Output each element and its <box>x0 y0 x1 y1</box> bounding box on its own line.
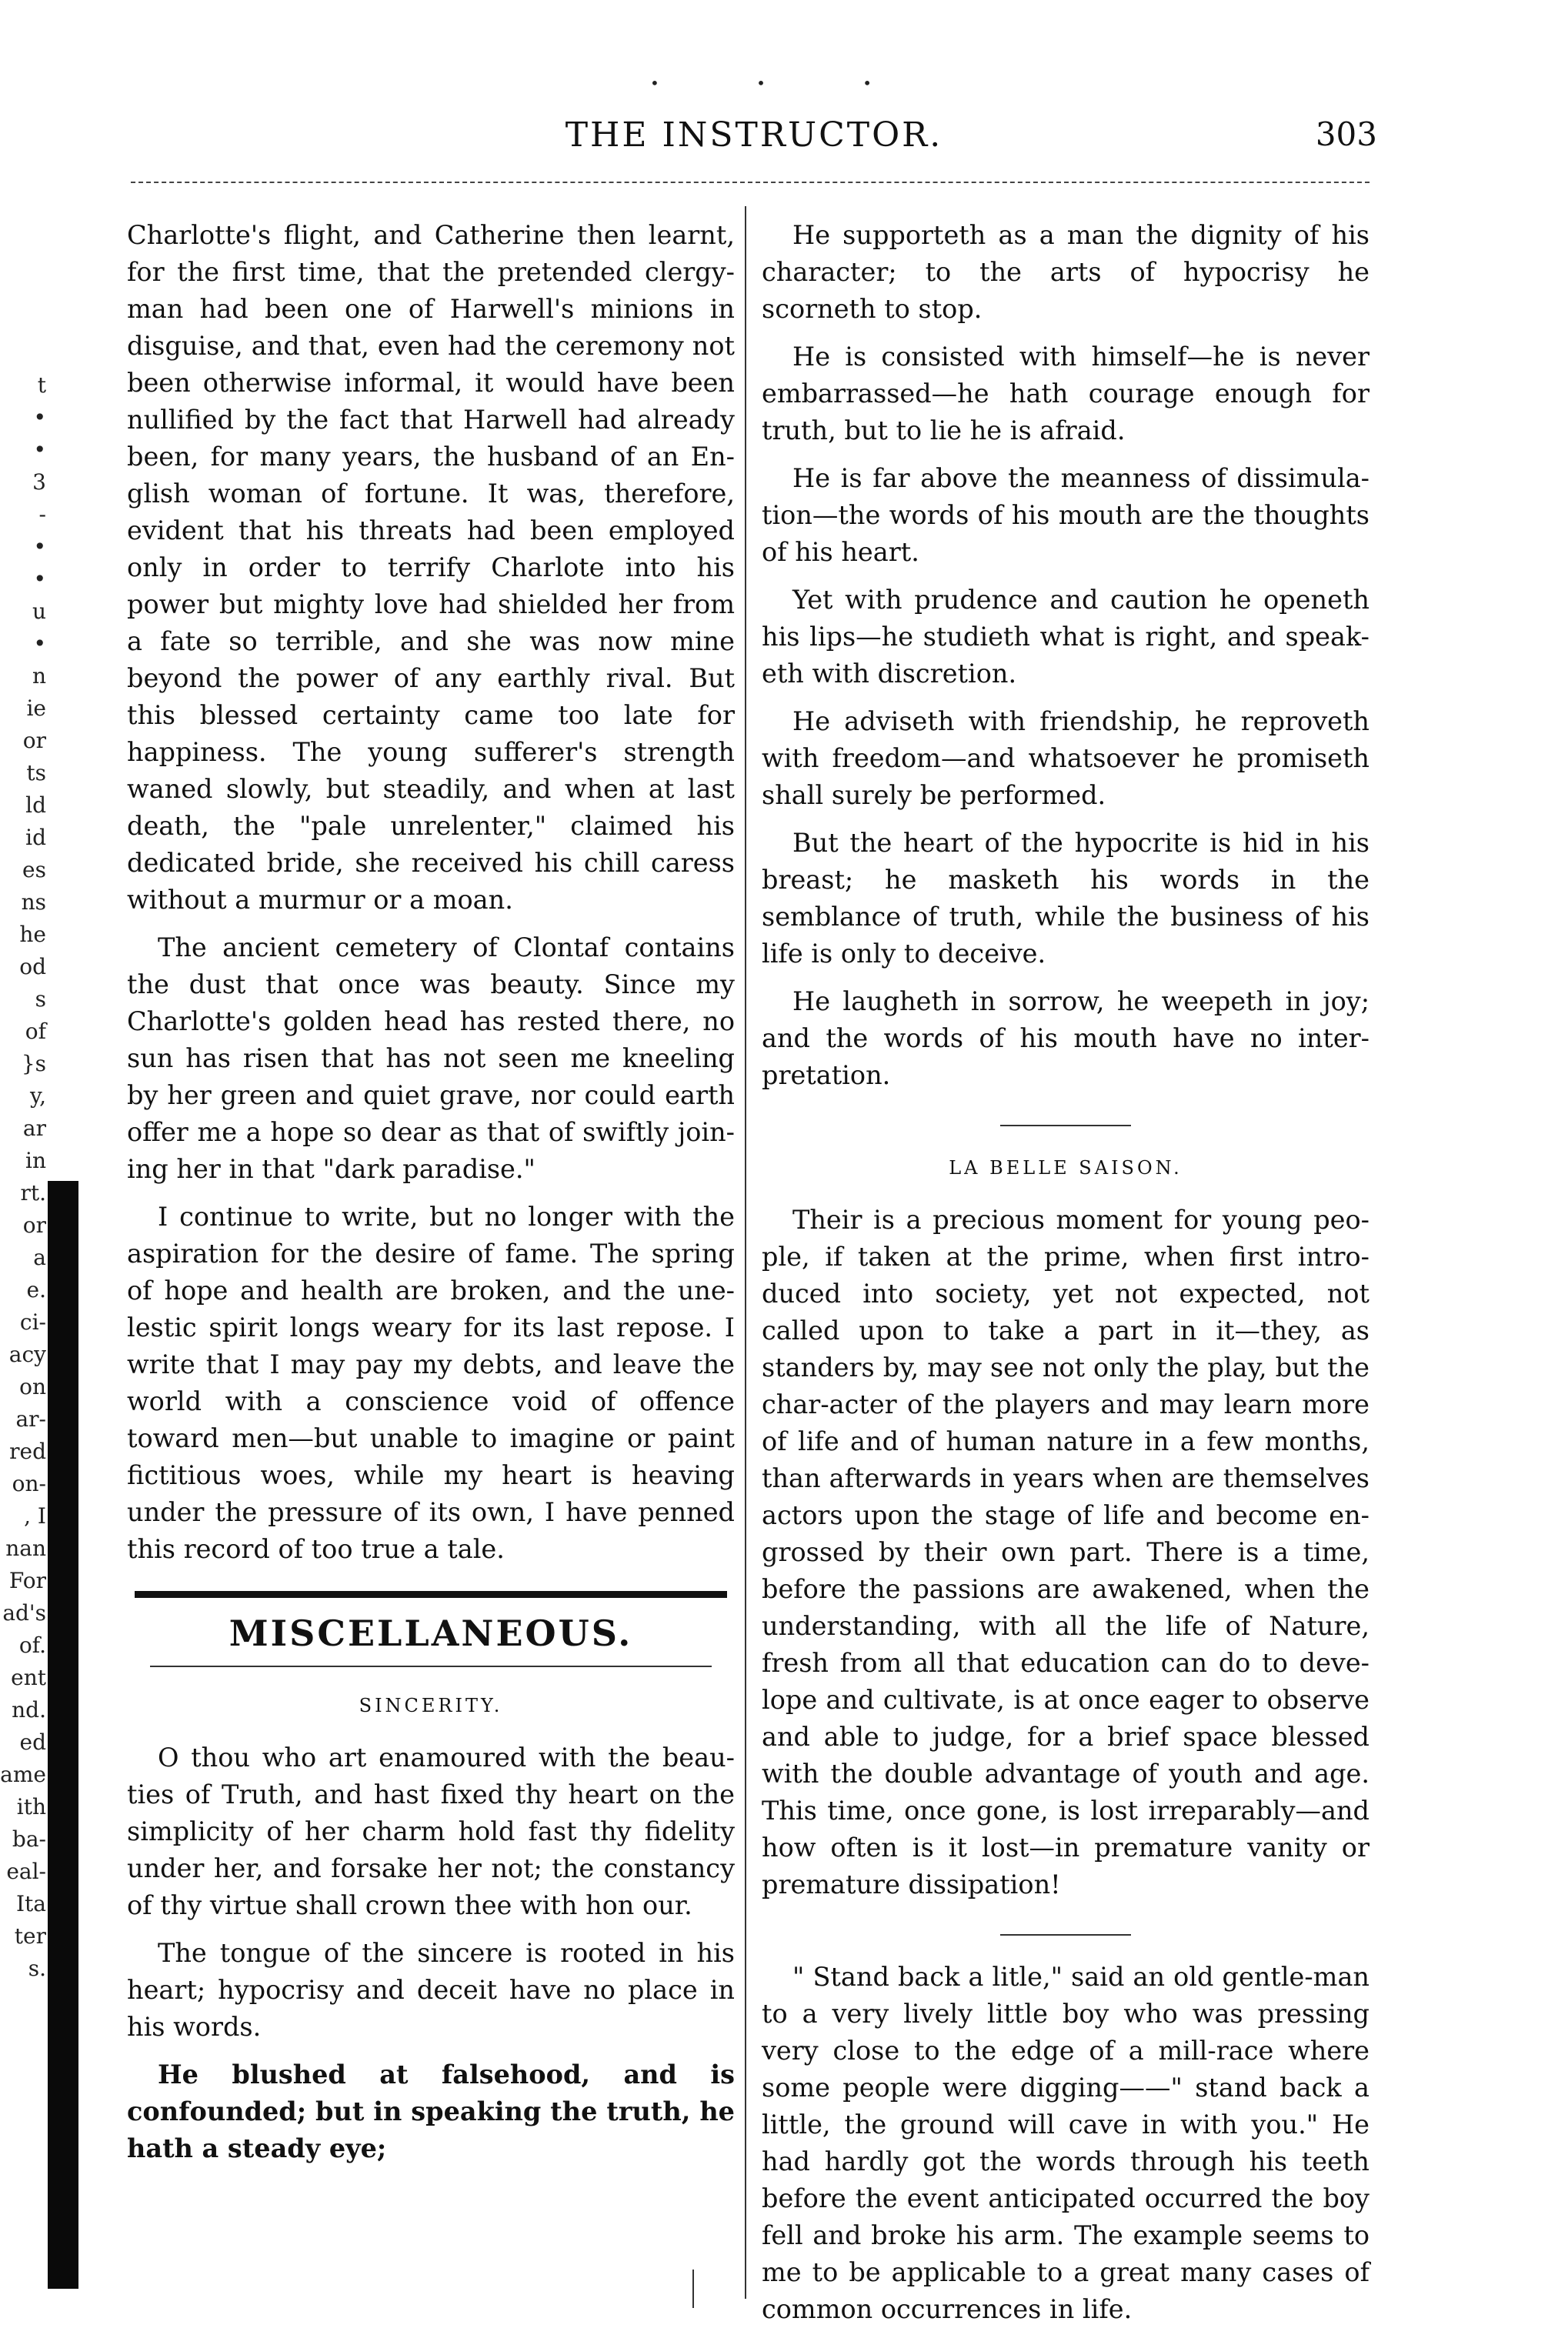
running-head <box>131 115 1377 162</box>
article-title-belle-saison: LA BELLE SAISON. <box>949 1157 1183 1179</box>
margin-fragment: id <box>25 825 46 850</box>
margin-fragment: of <box>25 1019 46 1044</box>
margin-fragment: ci- <box>19 1309 46 1335</box>
margin-fragment: od <box>19 954 46 979</box>
margin-fragment: s <box>35 986 46 1012</box>
margin-fragment: acy <box>8 1342 46 1367</box>
story-paragraph: The ancient cemetery of Clontaf contains the dust that once was beauty. Since my Charlotte's golden head has rested there, no sun has risen that has not seen me kneeling by her green and quiet grave, nor could earth offer me a hope so dear as that of swiftly join-ing her in that "dark paradise." <box>127 932 735 1184</box>
margin-fragment: • <box>33 566 46 592</box>
story-paragraph: Charlotte's flight, and Catherine then learnt, for the first time, that the pretended clergy-man had been one of Harwell's minions in disguise, and that, even had the ceremony not been otherwise informal, it would have been nullified by the fact that Harwell had already been, for many years, the husband of an En-glish woman of fortune. It was, therefore, evident that his threats had been employed only in order to terrify Charlote into his power but mighty love had shielded her from a fate so terrible, and she was now mine beyond the power of any earthly rival. But this blessed certainty came too late for happiness. The young sufferer's strength waned slowly, but steadily, and when at last death, the "pale unrelenter," claimed his dedicated bride, she received his chill caress without a murmur or a moan. <box>127 220 735 915</box>
section-heading-underline <box>150 1666 712 1667</box>
margin-fragment: ts <box>26 760 46 785</box>
left-column <box>127 217 735 2167</box>
margin-fragment: nan <box>5 1536 46 1561</box>
margin-fragment: eal- <box>6 1859 46 1884</box>
margin-fragment: ith <box>16 1794 46 1819</box>
margin-fragment: ar- <box>15 1406 46 1432</box>
right-column <box>762 217 1369 2328</box>
margin-fragment: ter <box>14 1923 46 1949</box>
story-paragraph: I continue to write, but no longer with the aspiration for the desire of fame. The spring of hope and health are broken, and the une-lestic spirit longs weary for its last repose. I write that I may pay my debts, and leave the world with a conscience void of offence toward men—but unable to imagine or paint fictitious woes, while my heart is heaving under the pressure of its own, I have penned this record of too true a tale. <box>127 1202 735 1564</box>
margin-fragment: t <box>37 372 46 398</box>
margin-fragment: he <box>19 922 46 947</box>
top-marks: • • • <box>649 74 919 92</box>
sincerity-paragraph: O thou who art enamoured with the beau-ties of Truth, and hast fixed thy heart on the simplicity of her charm hold fast thy fidelity under her, and forsake her not; the constancy of thy virtue shall crown thee with hon our. <box>127 1743 735 1920</box>
margin-fragment: • <box>33 534 46 559</box>
margin-fragment: ed <box>19 1729 46 1755</box>
margin-fragment: 3 <box>32 469 46 495</box>
column-gutter-rule <box>745 206 746 2299</box>
article-separator <box>1000 1934 1131 1936</box>
sincerity-continued-paragraph: He adviseth with friendship, he reproveth with freedom—and whatsoever he promiseth shall surely be performed. <box>762 706 1369 810</box>
sincerity-paragraph: The tongue of the sincere is rooted in his heart; hypocrisy and deceit have no place in his words. <box>127 1938 735 2042</box>
facing-page-fragments <box>0 369 46 1985</box>
margin-fragment: ame <box>0 1762 46 1787</box>
margin-fragment: on <box>19 1374 46 1399</box>
margin-fragment: es <box>22 857 46 882</box>
running-title: THE INSTRUCTOR. <box>565 115 943 155</box>
section-heading: MISCELLANEOUS. <box>229 1613 633 1654</box>
binding-shadow <box>48 1181 78 2289</box>
sincerity-continued-paragraph: But the heart of the hypocrite is hid in his breast; he masketh his words in the semblance of truth, while the business of his life is only to deceive. <box>762 828 1369 969</box>
sincerity-continued-paragraph: He is far above the meanness of dissimula-tion—the words of his mouth are the thoughts of his heart. <box>762 463 1369 567</box>
margin-fragment: Ita <box>15 1891 46 1916</box>
margin-fragment: nd. <box>12 1697 46 1723</box>
sincerity-continued-paragraph: He laugheth in sorrow, he weepeth in joy; and the words of his mouth have no inter-pretation. <box>762 986 1369 1090</box>
sincerity-continued-paragraph: He is consisted with himself—he is never embarrassed—he hath courage enough for truth, but to lie he is afraid. <box>762 342 1369 445</box>
margin-fragment: For <box>8 1568 46 1593</box>
margin-fragment: ent <box>11 1665 46 1690</box>
margin-fragment: ba- <box>12 1826 46 1852</box>
margin-fragment: s. <box>28 1956 46 1981</box>
margin-fragment: ie <box>26 695 46 721</box>
margin-fragment: in <box>25 1148 46 1173</box>
belle-saison-paragraph: Their is a precious moment for young peo-ple, if taken at the prime, when first intro-duced into society, yet not expected, not called upon to take a part in it—they, as standers by, may see not only the play, but the char-acter of the players and may learn more of life and of human nature in a few months, than afterwards in years when are themselves actors upon the stage of life and become en-grossed by their own part. There is a time, before the passions are awakened, when the understanding, with all the life of Nature, fresh from all that education can do to deve-lope and cultivate, is at once eager to observe and able to judge, for a brief space blessed with the double advantage of youth and age. This time, once gone, is lost irreparably—and how often is it lost—in premature vanity or premature dissipation! <box>762 1205 1369 1899</box>
header-rule <box>131 182 1369 183</box>
margin-fragment: • <box>33 405 46 430</box>
margin-fragment: , I <box>24 1503 46 1529</box>
sincerity-continued-paragraph: Yet with prudence and caution he openeth his lips—he studieth what is right, and speak-eth with discretion. <box>762 585 1369 689</box>
margin-fragment: of. <box>18 1633 46 1658</box>
margin-fragment: or <box>22 728 46 753</box>
margin-fragment: or <box>22 1212 46 1238</box>
article-title-sincerity: SINCERITY. <box>359 1695 503 1716</box>
section-rule <box>135 1591 727 1598</box>
margin-fragment: a <box>33 1245 46 1270</box>
margin-fragment: - <box>38 502 46 527</box>
margin-fragment: • <box>33 437 46 462</box>
margin-fragment: u <box>32 599 46 624</box>
margin-fragment: e. <box>26 1277 46 1302</box>
margin-fragment: n <box>32 663 46 689</box>
margin-fragment: • <box>33 631 46 656</box>
article-separator <box>1000 1125 1131 1126</box>
margin-fragment: ar <box>22 1116 46 1141</box>
page-number: 303 <box>1315 115 1377 153</box>
sincerity-continued-paragraph: He supporteth as a man the dignity of his character; to the arts of hypocrisy he scorneth to stop. <box>762 220 1369 324</box>
margin-fragment: }s <box>21 1051 46 1076</box>
bottom-tick-mark <box>692 2270 694 2308</box>
margin-fragment: ns <box>21 889 46 915</box>
margin-fragment: on- <box>12 1471 46 1496</box>
sincerity-paragraph: He blushed at falsehood, and is confounded; but in speaking the truth, he hath a steady eye; <box>127 2060 735 2163</box>
anecdote-paragraph: " Stand back a litle," said an old gentle-man to a very lively little boy who was pressing very close to the edge of a mill-race where some people were digging——" stand back a little, the ground will cave in with you." He had hardly got the words through his teeth before the event anticipated occurred the boy fell and broke his arm. The example seems to me to be applicable to a great many cases of common occurrences in life. <box>762 1962 1369 2324</box>
margin-fragment: rt. <box>20 1180 46 1206</box>
margin-fragment: red <box>9 1439 46 1464</box>
margin-fragment: ld <box>25 792 46 818</box>
margin-fragment: y, <box>30 1083 46 1109</box>
margin-fragment: ad's <box>2 1600 46 1626</box>
